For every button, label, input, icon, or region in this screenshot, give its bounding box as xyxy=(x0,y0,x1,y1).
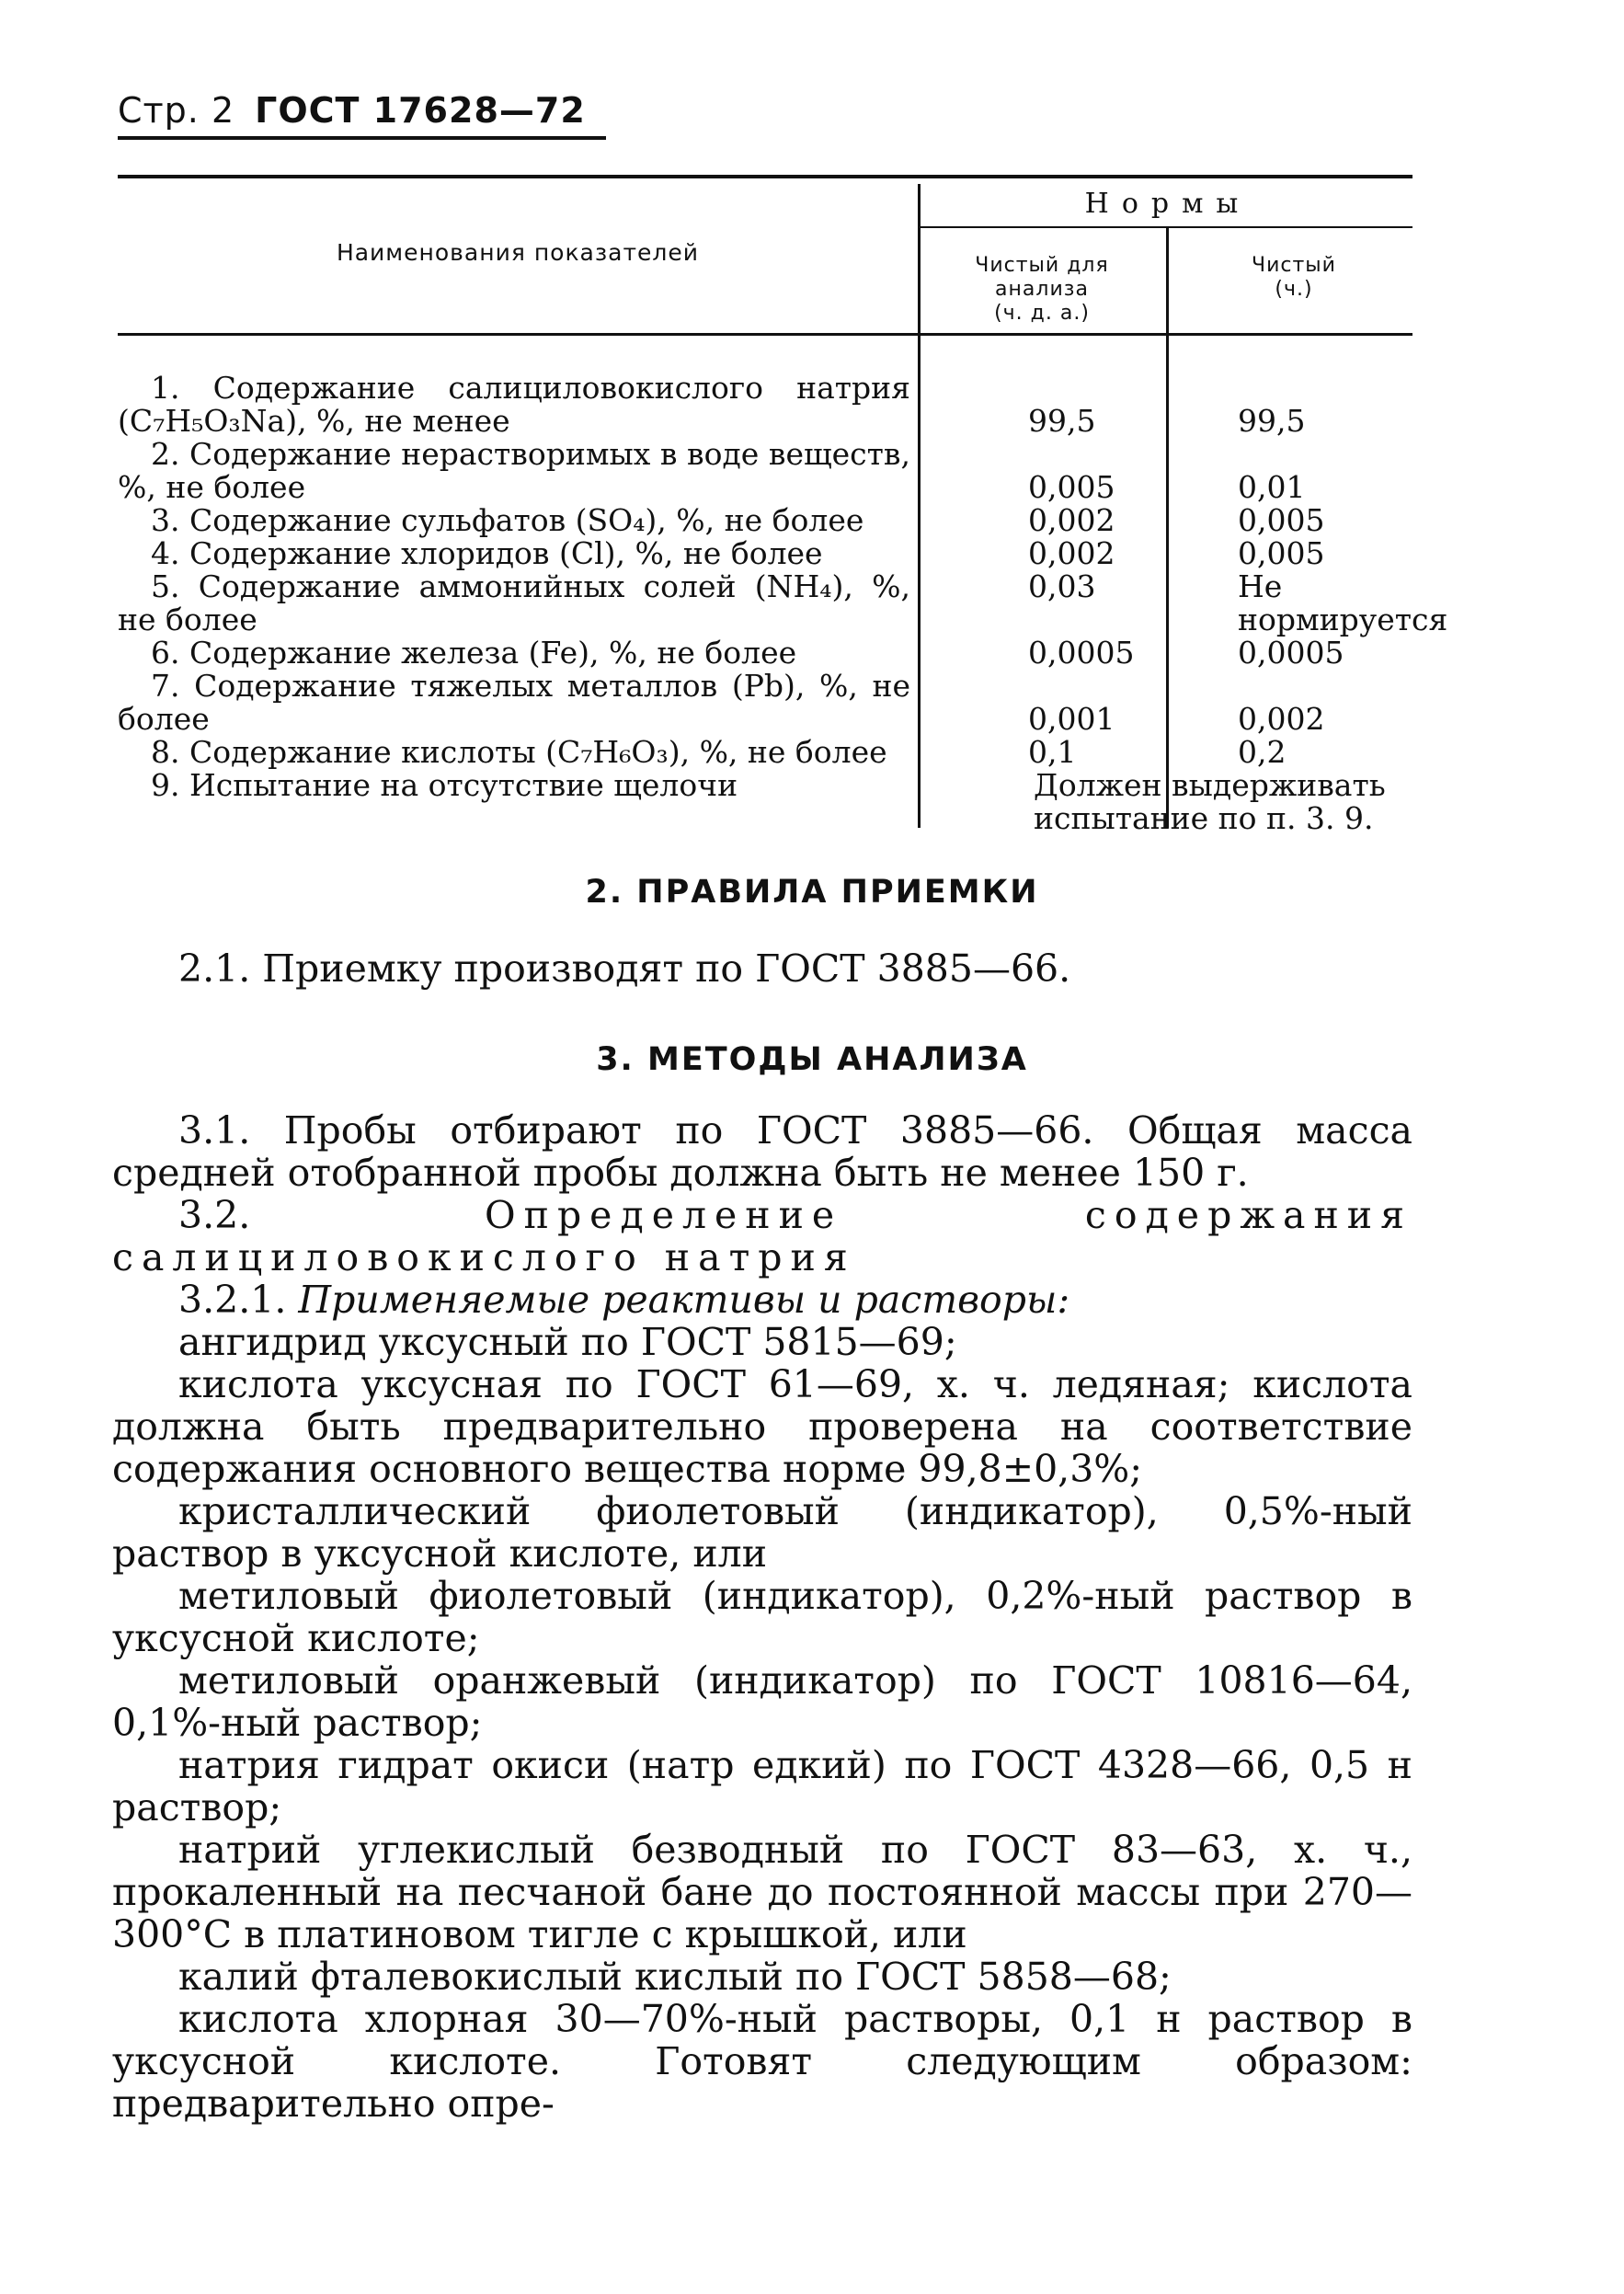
column-header-pure-analysis: Чистый для анализа (ч. д. а.) xyxy=(975,254,1109,325)
section-3-body xyxy=(112,1109,1412,2125)
reagent-item: метиловый оранжевый (индикатор) по ГОСТ 10816—64, 0,1%-ный раствор; xyxy=(112,1658,1412,1745)
value-pure: 99,5 xyxy=(1238,403,1306,439)
row-name: Испытание на отсутствие щелочи xyxy=(189,767,738,803)
table-row: 5. Содержание аммонийных солей (NH₄), %, не более 0,03 Не нормируется xyxy=(118,568,1448,637)
reagent-item: натрий углекислый безводный по ГОСТ 83—63, х. ч., прокаленный на песчаной бане до постоянной массы при 270—300°С в платиновом тигле с крышкой, или xyxy=(112,1828,1412,1956)
value-pure-analysis: 0,001 xyxy=(1028,701,1115,737)
value-pure-analysis: 0,002 xyxy=(1028,502,1115,538)
paragraph-2-1: 2.1. Приемку производят по ГОСТ 3885—66. xyxy=(178,946,1071,991)
value-pure-analysis: 0,03 xyxy=(1028,568,1096,604)
value-pure: 0,005 xyxy=(1238,502,1325,538)
table-row: 4. Содержание хлоридов (Cl), %, не более 0,002 0,005 xyxy=(151,535,1325,571)
value-pure-analysis: 0,0005 xyxy=(1028,635,1135,671)
table-row: 9. Испытание на отсутствие щелочи Должен выдерживать испытание по п. 3. 9. xyxy=(118,769,1412,802)
page-header xyxy=(118,90,606,140)
column-header-indicator: Наименования показателей xyxy=(336,239,700,266)
table-header-rule xyxy=(118,333,1412,336)
column-header-pure: Чистый (ч.) xyxy=(1252,254,1336,301)
value-pure: 0,002 xyxy=(1238,701,1325,737)
paragraph-3-1: 3.1. Пробы отбирают по ГОСТ 3885—66. Общая масса средней отобранной пробы должна быть не менее 150 г. xyxy=(112,1108,1412,1195)
section-2-body xyxy=(112,947,1412,990)
value-pure-analysis: 99,5 xyxy=(1028,403,1096,439)
table-row: 3. Содержание сульфатов (SO₄), %, не более 0,002 0,005 xyxy=(151,502,1325,538)
column-header-norms: Нормы xyxy=(1084,188,1252,220)
reagent-item: кристаллический фиолетовый (индикатор), 0,5%-ный раствор в уксусной кислоте, или xyxy=(112,1489,1412,1576)
value-pure: 0,01 xyxy=(1238,469,1306,505)
heading-3-2-1: Применяемые реактивы и растворы: xyxy=(298,1278,1070,1322)
heading-3-2: Определение содержания салициловокислого натрия xyxy=(112,1193,1412,1279)
reagent-item: кислота хлорная 30—70%-ный растворы, 0,1 н раствор в уксусной кислоте. Готовят следующим образом: предварительно опре- xyxy=(112,1997,1412,2126)
table-row: 7. Содержание тяжелых металлов (Pb), %, не более 0,001 0,002 xyxy=(118,668,1325,737)
reagent-item: метиловый фиолетовый (индикатор), 0,2%-ный раствор в уксусной кислоте; xyxy=(112,1574,1412,1660)
table-row: 1. Содержание салициловокислого натрия (C₇H₅O₃Na), %, не менее 99,5 99,5 xyxy=(118,370,1306,439)
row-name: Содержание хлоридов (Cl), %, не более xyxy=(189,535,823,571)
paragraph-3-2-1: 3.2.1. Применяемые реактивы и растворы: xyxy=(178,1278,1070,1322)
value-pure-analysis: 0,002 xyxy=(1028,535,1115,571)
row-name: Содержание железа (Fe), %, не более xyxy=(189,635,797,671)
row-name: Содержание аммонийных солей (NH₄), %, не более xyxy=(118,568,910,637)
value-pure: Не нормируется xyxy=(1238,568,1448,637)
value-pure-analysis: 0,005 xyxy=(1028,469,1115,505)
page-number: Стр. 2 xyxy=(118,90,235,131)
row-name: Содержание салициловокислого натрия (C₇H₅O₃Na), %, не менее xyxy=(118,370,910,439)
value-pure: 0,2 xyxy=(1238,734,1287,770)
table-top-rule xyxy=(118,175,1412,178)
reagent-item: калий фталевокислый кислый по ГОСТ 5858—68; xyxy=(178,1955,1172,1999)
section-3-title: 3. МЕТОДЫ АНАЛИЗА xyxy=(596,1041,1028,1078)
reagent-item: кислота уксусная по ГОСТ 61—69, х. ч. ледяная; кислота должна быть предварительно проверена на соответствие содержания основного вещества норме 99,8±0,3%; xyxy=(112,1362,1412,1491)
row-name: Содержание тяжелых металлов (Pb), %, не более xyxy=(118,668,910,737)
value-alkali-test: Должен выдерживать испытание по п. 3. 9. xyxy=(1034,767,1386,836)
table-body xyxy=(118,370,1448,836)
paragraph-3-2: 3.2. Определение содержания салициловокислого натрия xyxy=(112,1193,1412,1279)
row-name: Содержание сульфатов (SO₄), %, не более xyxy=(189,502,864,538)
norms-table xyxy=(118,175,1448,837)
value-pure: 0,005 xyxy=(1238,535,1325,571)
standard-number: ГОСТ 17628—72 xyxy=(255,90,586,131)
reagent-item: ангидрид уксусный по ГОСТ 5815—69; xyxy=(178,1320,957,1364)
table-row: 2. Содержание нерастворимых в воде веществ, %, не более 0,005 0,01 xyxy=(118,436,1306,505)
row-name: Содержание нерастворимых в воде веществ, %, не более xyxy=(118,436,910,505)
row-name: Содержание кислоты (C₇H₆O₃), %, не более xyxy=(189,734,887,770)
section-2-title: 2. ПРАВИЛА ПРИЕМКИ xyxy=(585,874,1039,911)
value-pure-analysis: 0,1 xyxy=(1028,734,1077,770)
table-row: 8. Содержание кислоты (C₇H₆O₃), %, не более 0,1 0,2 xyxy=(151,734,1287,770)
table-row: 6. Содержание железа (Fe), %, не более 0,0005 0,0005 xyxy=(151,635,1344,671)
value-pure: 0,0005 xyxy=(1238,635,1344,671)
reagent-item: натрия гидрат окиси (натр едкий) по ГОСТ 4328—66, 0,5 н раствор; xyxy=(112,1743,1412,1829)
